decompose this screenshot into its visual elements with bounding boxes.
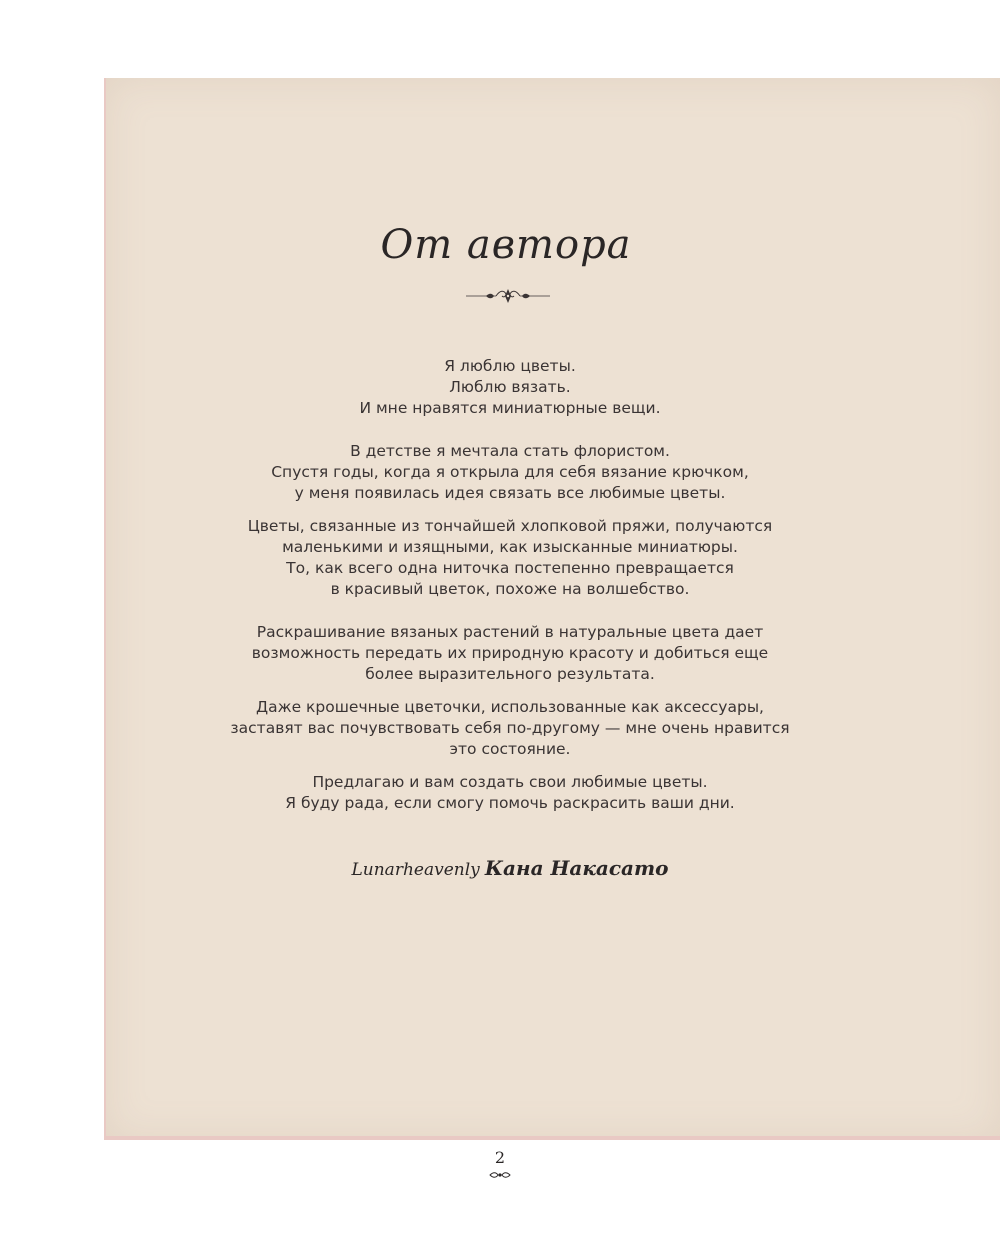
text-line: Я буду рада, если смогу помочь раскрасить ваши дни. (285, 794, 735, 812)
text-line: это состояние. (449, 740, 571, 758)
text-line: Цветы, связанные из тончайшей хлопковой пряжи, получаются (247, 517, 773, 535)
text-line: Я люблю цветы. (444, 357, 576, 375)
text-line: То, как всего одна ниточка постепенно превращается (286, 559, 734, 577)
text-line: И мне нравятся миниатюрные вещи. (359, 399, 661, 417)
page-title: От автора (380, 222, 632, 268)
text-line: в красивый цветок, похоже на волшебство. (330, 580, 690, 598)
text-line: Люблю вязать. (449, 378, 571, 396)
text-line: Спустя годы, когда я открыла для себя вязание крючком, (271, 463, 749, 481)
paragraph-5 (200, 697, 820, 760)
paragraph-1 (200, 356, 820, 419)
text-line: Предлагаю и вам создать свои любимые цветы. (312, 773, 708, 791)
text-line: заставят вас почувствовать себя по-другому — мне очень нравится (230, 719, 790, 737)
signature-name: Кана Накасато (484, 856, 669, 880)
signature-brand: Lunarheavenly (351, 860, 480, 880)
page-number: 2 (494, 1148, 506, 1167)
flourish-divider-icon (466, 286, 550, 306)
paragraph-6 (200, 772, 820, 814)
paragraph-2 (200, 441, 820, 504)
text-line: маленькими и изящными, как изысканные миниатюры. (282, 538, 738, 556)
small-flourish-icon (488, 1170, 512, 1180)
paragraph-3 (200, 516, 820, 600)
text-line: у меня появилась идея связать все любимые цветы. (294, 484, 726, 502)
text-line: Раскрашивание вязаных растений в натуральные цвета дает (256, 623, 764, 641)
text-line: В детстве я мечтала стать флористом. (350, 442, 670, 460)
text-line: Даже крошечные цветочки, использованные как аксессуары, (256, 698, 764, 716)
author-letter (200, 356, 820, 814)
author-signature (200, 856, 820, 880)
paper-edge-bottom (106, 1136, 1000, 1140)
text-line: возможность передать их природную красоту и добиться еще (251, 644, 769, 662)
paragraph-4 (200, 622, 820, 685)
text-line: более выразительного результата. (365, 665, 655, 683)
